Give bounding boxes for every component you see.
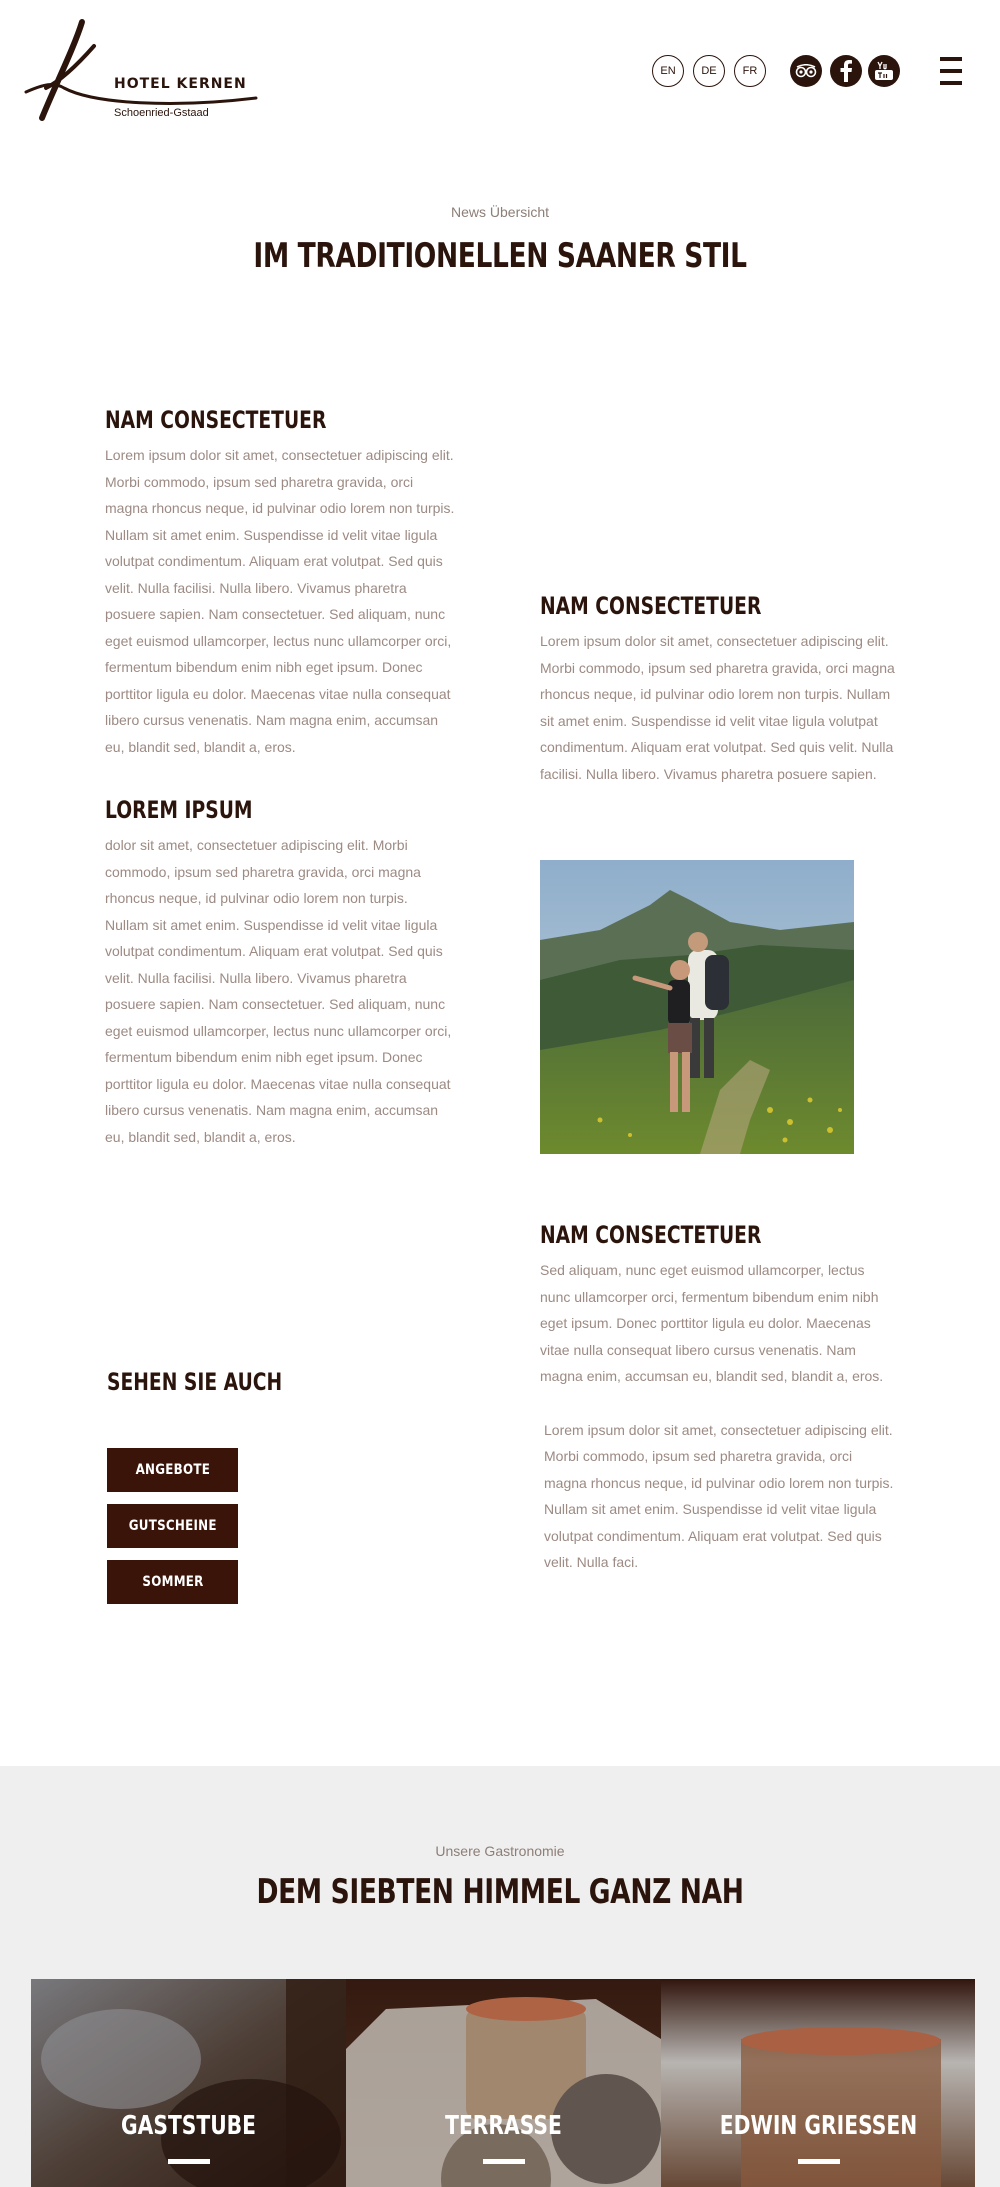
gastronomy-kicker: Unsere Gastronomie bbox=[435, 1843, 565, 1859]
right-article-2-heading: NAM CONSECTETUER bbox=[540, 1221, 762, 1249]
logo-hotel-name: HOTEL KERNEN bbox=[114, 76, 247, 92]
left-article-1-text: Lorem ipsum dolor sit amet, consectetuer adipiscing elit. Morbi commodo, ipsum sed pharetra gravida, orci magna rhoncus neque, id pulvinar odio lorem non turpis. Nullam sit amet enim. Suspendisse id velit vitae ligula volutpat condimentum. Aliquam erat volutpat. Sed quis velit. Nulla facilisi. Nulla libero. Vivamus pharetra posuere sapien. Nam consectetuer. Sed aliquam, nunc eget euismod ullamcorper, lectus nunc ullamcorper orci, fermentum bibendum enim nibh eget ipsum. Donec porttitor ligula eu dolor. Maecenas vitae nulla consequat libero cursus venenatis. Nam magna enim, accumsan eu, blandit sed, blandit a, eros. bbox=[105, 447, 455, 755]
card-terrasse[interactable] bbox=[346, 1979, 661, 2187]
news-overview-kicker[interactable]: News Übersicht bbox=[450, 204, 550, 220]
language-fr[interactable]: FR bbox=[734, 55, 766, 87]
tripadvisor-icon[interactable] bbox=[790, 55, 822, 87]
terrasse-photo bbox=[346, 1979, 661, 2187]
gastronomy-cards bbox=[31, 1979, 975, 2187]
angebote-button[interactable] bbox=[107, 1448, 238, 1492]
youtube-icon[interactable] bbox=[868, 55, 900, 87]
site-header bbox=[0, 0, 1000, 140]
right-article-1-text: Lorem ipsum dolor sit amet, consectetuer adipiscing elit. Morbi commodo, ipsum sed pharetra gravida, orci magna rhoncus neque, id pulvinar odio lorem non turpis. Nullam sit amet enim. Suspendisse id velit vitae ligula volutpat condimentum. Aliquam erat volutpat. Sed quis velit. Nulla facilisi. Nulla libero. Vivamus pharetra posuere sapien. bbox=[540, 633, 895, 782]
facebook-icon[interactable] bbox=[830, 55, 862, 87]
gaststube-photo bbox=[31, 1979, 346, 2187]
hamburger-menu-icon[interactable] bbox=[940, 55, 962, 87]
card-terrasse-label: TERRASSE bbox=[445, 2111, 562, 2141]
left-article-1-heading: NAM CONSECTETUER bbox=[105, 406, 327, 434]
right-article-2 bbox=[540, 1221, 895, 1576]
card-edwin-griessen-label: EDWIN GRIESSEN bbox=[719, 2111, 918, 2141]
card-edwin-griessen-underline bbox=[798, 2159, 840, 2164]
right-article-1-heading: NAM CONSECTETUER bbox=[540, 592, 762, 620]
left-article-2 bbox=[105, 796, 455, 1150]
left-article-1 bbox=[105, 406, 455, 760]
gutscheine-button-label: GUTSCHEINE bbox=[128, 1518, 217, 1534]
right-article-1 bbox=[540, 592, 895, 787]
left-article-2-heading: LOREM IPSUM bbox=[105, 796, 253, 824]
card-gaststube-label: GASTSTUBE bbox=[120, 2111, 256, 2141]
language-de[interactable]: DE bbox=[693, 55, 725, 87]
edwin-griessen-photo bbox=[661, 1979, 975, 2187]
card-gaststube-underline bbox=[168, 2159, 210, 2164]
see-also-heading: SEHEN SIE AUCH bbox=[107, 1368, 283, 1396]
hikers-photo bbox=[540, 860, 854, 1154]
logo-location: Schoenried-Gstaad bbox=[114, 107, 209, 119]
left-article-2-text: dolor sit amet, consectetuer adipiscing elit. Morbi commodo, ipsum sed pharetra gravida, orci magna rhoncus neque, id pulvinar odio lorem non turpis. Nullam sit amet enim. Suspendisse id velit vitae ligula volutpat condimentum. Aliquam erat volutpat. Sed quis velit. Nulla facilisi. Nulla libero. Vivamus pharetra posuere sapien. Nam consectetuer. Sed aliquam, nunc eget euismod ullamcorper, lectus nunc ullamcorper orci, fermentum bibendum enim nibh eget ipsum. Donec porttitor ligula eu dolor. Maecenas vitae nulla consequat libero cursus venenatis. Nam magna enim, accumsan eu, blandit sed, blandit a, eros. bbox=[105, 837, 452, 1145]
card-edwin-griessen[interactable] bbox=[661, 1979, 975, 2187]
sommer-button[interactable] bbox=[107, 1560, 238, 1604]
page-title: IM TRADITIONELLEN SAANER STIL bbox=[253, 236, 747, 276]
card-terrasse-underline bbox=[483, 2159, 525, 2164]
right-article-2-text-continued: Lorem ipsum dolor sit amet, consectetuer adipiscing elit. Morbi commodo, ipsum sed pharetra gravida, orci magna rhoncus neque, id pulvinar odio lorem non turpis. Nullam sit amet enim. Suspendisse id velit vitae ligula volutpat condimentum. Aliquam erat volutpat. Sed quis velit. Nulla faci. bbox=[544, 1421, 894, 1570]
card-gaststube[interactable] bbox=[31, 1979, 346, 2187]
sommer-button-label: SOMMER bbox=[141, 1574, 204, 1590]
hotel-logo[interactable] bbox=[24, 18, 264, 128]
gastronomy-title: DEM SIEBTEN HIMMEL GANZ NAH bbox=[256, 1872, 744, 1912]
angebote-button-label: ANGEBOTE bbox=[135, 1462, 210, 1478]
right-article-2-text: Sed aliquam, nunc eget euismod ullamcorper, lectus nunc ullamcorper orci, fermentum bibendum enim nibh eget ipsum. Donec porttitor ligula eu dolor. Maecenas vitae nulla consequat libero cursus venenatis. Nam magna enim, accumsan eu, blandit sed, blandit a, eros. bbox=[540, 1262, 884, 1384]
language-en[interactable]: EN bbox=[652, 55, 684, 87]
gutscheine-button[interactable] bbox=[107, 1504, 238, 1548]
